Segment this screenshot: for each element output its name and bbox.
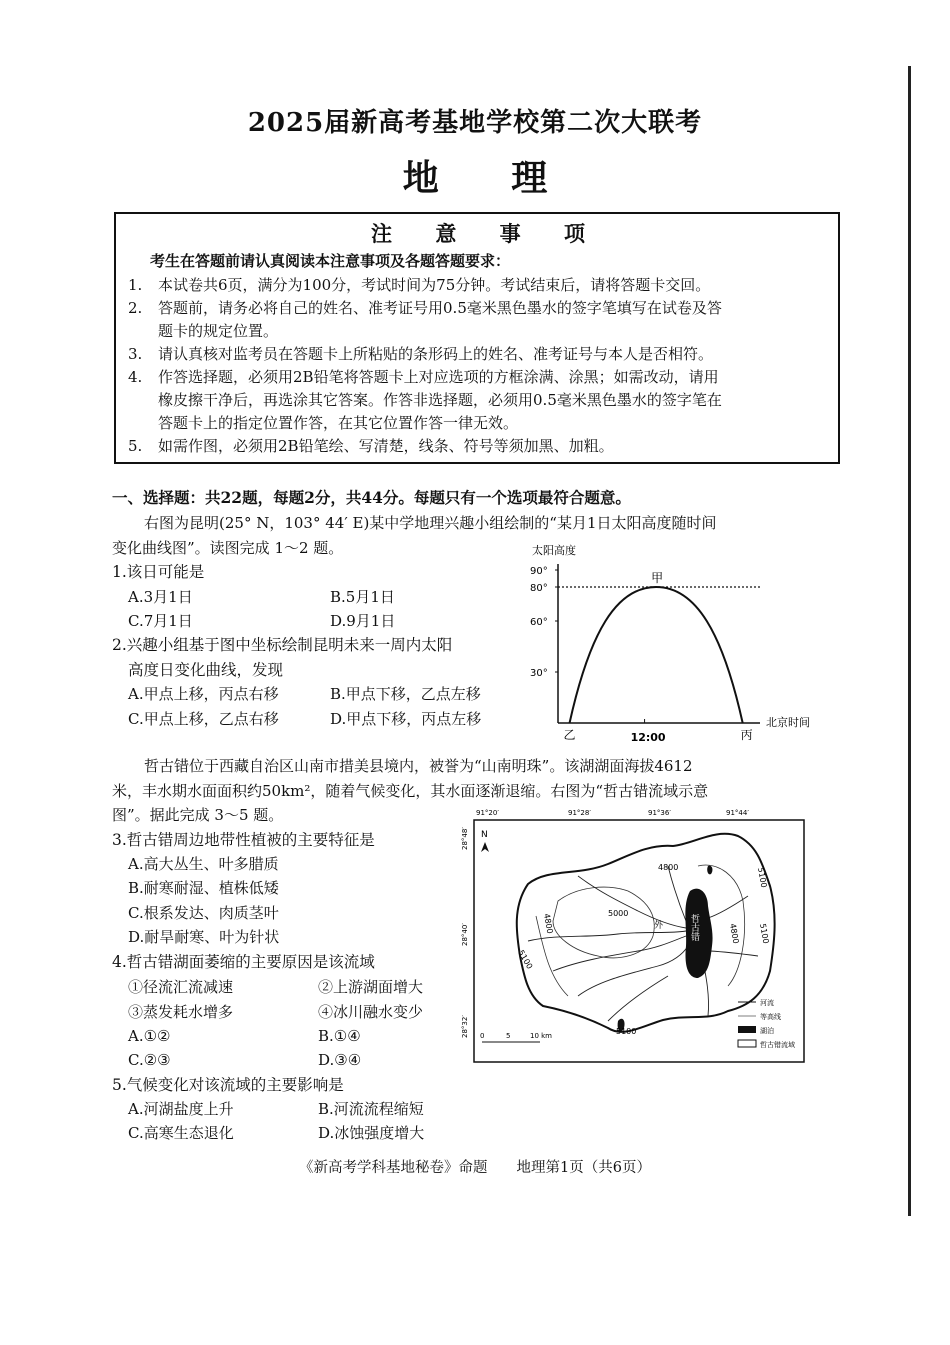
q2-option-a[interactable]: A.甲点上移，丙点右移: [128, 685, 279, 703]
svg-text:湖泊: 湖泊: [760, 1027, 774, 1035]
q1-option-b[interactable]: B.5月1日: [330, 588, 395, 606]
lon-label: 91°36′: [648, 809, 671, 817]
q4-option-d[interactable]: D.③④: [318, 1051, 362, 1069]
north-label: N: [481, 830, 488, 840]
question-3: 3.哲古错周边地带性植被的主要特征是: [112, 831, 375, 849]
contour-label: 5100: [756, 866, 769, 889]
lon-label: 91°44′: [726, 809, 749, 817]
intro1-line2: 变化曲线图”。读图完成 1～2 题。: [112, 539, 344, 557]
contour-label: 5000: [608, 909, 629, 918]
lat-label: 28°48′: [461, 827, 469, 850]
q4-option-c[interactable]: C.②③: [128, 1051, 171, 1069]
contour-label: 4800: [658, 863, 679, 872]
x-tick-label: 12:00: [630, 731, 666, 744]
map-frame: [474, 820, 804, 1062]
q5-option-a[interactable]: A.河湖盐度上升: [128, 1100, 234, 1118]
intro1-line1: 右图为昆明(25° N，103° 44′ E)某中学地理兴趣小组绘制的“某月1日太阳高度随时间: [144, 514, 717, 532]
q2-option-c[interactable]: C.甲点上移，乙点右移: [128, 710, 279, 728]
notice-item: 4. 作答选择题，必须用2B铅笔将答题卡上对应选项的方框涂满、涂黑；如需改动，请用: [128, 368, 719, 386]
notice-item: 5. 如需作图，必须用2B铅笔绘、写清楚，线条、符号等须加黑、加粗。: [128, 437, 614, 455]
chart-xlabel: 北京时间: [766, 716, 810, 729]
lat-label: 28°40′: [461, 923, 469, 946]
q5-option-d[interactable]: D.冰蚀强度增大: [318, 1124, 425, 1142]
river-label: 外: [654, 921, 664, 931]
q4-option-a[interactable]: A.①②: [128, 1027, 171, 1045]
question-4: 4.哲古错湖面萎缩的主要原因是该流域: [112, 953, 375, 971]
chart-ylabel: 太阳高度: [532, 544, 576, 557]
sun-altitude-curve: [570, 587, 743, 723]
zhegucuo-watershed-map: [458, 806, 814, 1068]
question-2: 2.兴趣小组基于图中坐标绘制昆明未来一周内太阳: [112, 636, 453, 654]
contour-label: 5100: [516, 948, 535, 971]
lon-label: 91°20′: [476, 809, 499, 817]
svg-text:等高线: 等高线: [760, 1013, 781, 1021]
q3-option-c[interactable]: C.根系发达、肉质茎叶: [128, 904, 279, 922]
q3-option-d[interactable]: D.耐旱耐寒、叶为针状: [128, 928, 280, 946]
q4-item-2: ②上游湖面增大: [318, 978, 424, 996]
question-5: 5.气候变化对该流域的主要影响是: [112, 1076, 344, 1094]
intro2-line3: 图”。据此完成 3～5 题。: [112, 806, 284, 824]
sun-altitude-chart: [520, 540, 830, 745]
svg-text:河流: 河流: [760, 999, 774, 1007]
point-label: 乙: [563, 728, 576, 742]
q4-item-4: ④冰川融水变少: [318, 1003, 424, 1021]
exam-title: 2025届新高考基地学校第二次大联考: [247, 108, 703, 138]
q2-option-d[interactable]: D.甲点下移，丙点左移: [330, 710, 482, 728]
notice-item: 2. 答题前，请务必将自己的姓名、准考证号用0.5毫米黑色墨水的签字笔填写在试卷及答: [128, 299, 722, 317]
lat-label: 28°32′: [461, 1015, 469, 1038]
question-1: 1.该日可能是: [112, 563, 205, 581]
notice-intro: 考生在答题前请认真阅读本注意事项及各题答题要求：: [150, 252, 511, 270]
page-footer: 《新高考学科基地秘卷》命题 地理第1页（共6页）: [299, 1160, 651, 1176]
scale-label: 0: [480, 1032, 485, 1040]
section-heading: 一、选择题：共22题，每题2分，共44分。每题只有一个选项最符合题意。: [112, 488, 631, 507]
q3-option-a[interactable]: A.高大丛生、叶多腊质: [128, 855, 279, 873]
notice-box: 注 意 事 项 考生在答题前请认真阅读本注意事项及各题答题要求： 1. 本试卷共6页，满分为100分，考试时间为75分钟。考试结束后，请将答题卡交回。 2. 答题前，请务必将自己的姓名、准考证号用0.5毫米黑色墨水的签字笔填写在试卷及答 题卡的规定位置。 3. 请认真核对监考员在答题卡上所粘贴的条形码上的姓名、准考证号与本人是否相符。 4. 作答选择题，必须用2B铅笔将答题卡上对应选项的方框涂满、涂黑；如需改动，请用 橡皮擦干净后，再选涂其它答案。作答非选择题，必须用0.5毫米黑色墨水的签字笔在 答题卡上的指定位置作答，在其它位置作答一律无效。 5. 如需作图，必须用2B铅笔绘、写清楚，线条、符号等须加黑、加粗。: [114, 212, 840, 464]
lake-label: 哲古错: [689, 914, 699, 941]
point-label: 甲: [651, 571, 664, 585]
q1-option-c[interactable]: C.7月1日: [128, 612, 193, 630]
q5-option-c[interactable]: C.高寒生态退化: [128, 1124, 234, 1142]
question-2-line2: 高度日变化曲线，发现: [128, 661, 284, 679]
q3-option-b[interactable]: B.耐寒耐湿、植株低矮: [128, 879, 279, 897]
intro2-line1: 哲古错位于西藏自治区山南市措美县境内，被誉为“山南明珠”。该湖湖面海拔4612: [144, 757, 693, 775]
notice-title: 注 意 事 项: [371, 221, 603, 246]
contour-label: 5100: [758, 922, 771, 945]
subject-title: 地 理: [402, 157, 578, 199]
notice-item: 3. 请认真核对监考员在答题卡上所粘贴的条形码上的姓名、准考证号与本人是否相符。: [128, 345, 714, 363]
contour-label: 4800: [542, 912, 555, 935]
intro2-line2: 米，丰水期水面面积约50km²，随着气候变化，其水面逐渐退缩。右图为“哲古错流域示意: [112, 782, 709, 800]
scale-label: 5: [506, 1032, 511, 1040]
y-tick-label: 60°: [530, 617, 548, 628]
y-tick-label: 30°: [530, 668, 548, 679]
contour-label: 5100: [616, 1027, 637, 1036]
page-edge-line: [908, 66, 911, 1216]
q2-option-b[interactable]: B.甲点下移，乙点左移: [330, 685, 481, 703]
y-tick-label: 80°: [530, 583, 548, 594]
q4-item-3: ③蒸发耗水增多: [128, 1003, 234, 1021]
notice-item: 1. 本试卷共6页，满分为100分，考试时间为75分钟。考试结束后，请将答题卡交回。: [128, 276, 711, 294]
contour-label: 4800: [728, 922, 741, 945]
q5-option-b[interactable]: B.河流流程缩短: [318, 1100, 424, 1118]
scale-label: 10 km: [530, 1032, 553, 1040]
lon-label: 91°28′: [568, 809, 591, 817]
y-tick-label: 90°: [530, 566, 548, 577]
q4-option-b[interactable]: B.①④: [318, 1027, 361, 1045]
point-label: 丙: [740, 728, 753, 742]
svg-text:哲古错流域: 哲古错流域: [760, 1041, 795, 1049]
q1-option-a[interactable]: A.3月1日: [128, 588, 193, 606]
q1-option-d[interactable]: D.9月1日: [330, 612, 396, 630]
q4-item-1: ①径流汇流减速: [128, 978, 234, 996]
